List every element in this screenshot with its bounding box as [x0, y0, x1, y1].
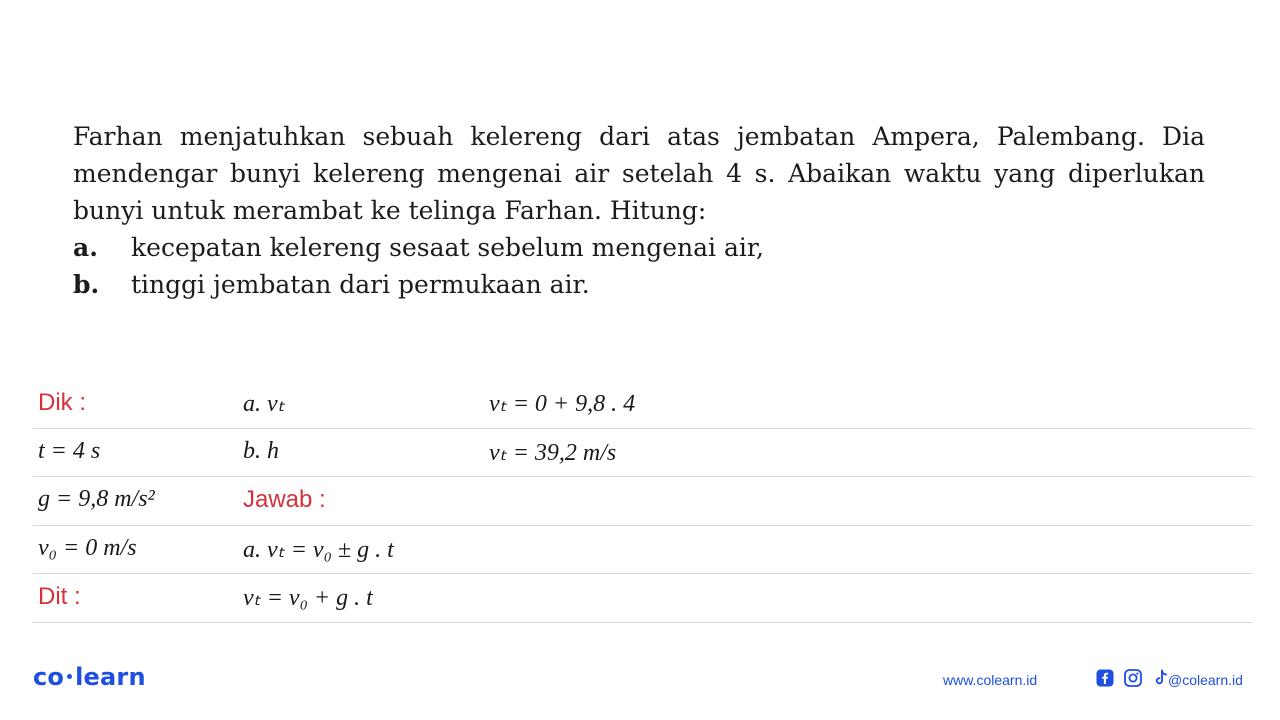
question-letter: a.: [73, 233, 98, 262]
question-text: kecepatan kelereng sesaat sebelum mengenai air,: [131, 233, 765, 262]
solution-grid: [33, 380, 1253, 623]
social-icons: [1095, 668, 1171, 688]
footer: [0, 655, 1280, 705]
calc-step-1: vₜ = 0 + 9,8 . 4: [489, 391, 636, 417]
problem-text: Farhan menjatuhkan sebuah kelereng dari atas jembatan Ampera, Palembang. Dia mendengar bunyi kelereng mengenai air setelah 4 s. Abaikan waktu yang diperlukan bunyi untuk merambat ke telinga Farhan. Hitung:: [73, 122, 1205, 225]
question-b: [73, 266, 1205, 303]
logo-dot: [67, 674, 72, 679]
dit-label: Dit :: [38, 583, 81, 610]
given-initial-velocity: v₀ = 0 m/s: [38, 534, 137, 561]
question-letter: b.: [73, 270, 100, 299]
ask-b: b. h: [243, 437, 279, 464]
question-text: tinggi jembatan dari permukaan air.: [131, 270, 590, 299]
given-gravity: g = 9,8 m/s²: [38, 486, 155, 512]
given-time: t = 4 s: [38, 437, 101, 464]
solution-row: [33, 574, 1253, 623]
solution-row: [33, 429, 1253, 478]
colearn-logo: [33, 663, 146, 691]
solution-row: [33, 526, 1253, 575]
equation-general: a. vₜ = v₀ ± g . t: [243, 536, 394, 563]
question-a: [73, 229, 1205, 266]
jawab-label: Jawab :: [243, 486, 326, 513]
solution-row: [33, 477, 1253, 526]
dik-label: Dik :: [38, 389, 86, 416]
calc-step-2: vₜ = 39,2 m/s: [489, 439, 617, 466]
problem-statement: [73, 118, 1205, 303]
facebook-icon[interactable]: [1095, 668, 1115, 688]
social-handle[interactable]: @colearn.id: [1168, 672, 1243, 688]
logo-right: learn: [75, 663, 146, 691]
ask-a: a. vₜ: [243, 391, 285, 417]
equation-plus: vₜ = v₀ + g . t: [243, 585, 373, 611]
question-list: [73, 229, 1205, 303]
instagram-icon[interactable]: [1123, 668, 1143, 688]
logo-left: co: [33, 663, 65, 691]
solution-row: [33, 380, 1253, 429]
website-link[interactable]: www.colearn.id: [943, 672, 1038, 688]
